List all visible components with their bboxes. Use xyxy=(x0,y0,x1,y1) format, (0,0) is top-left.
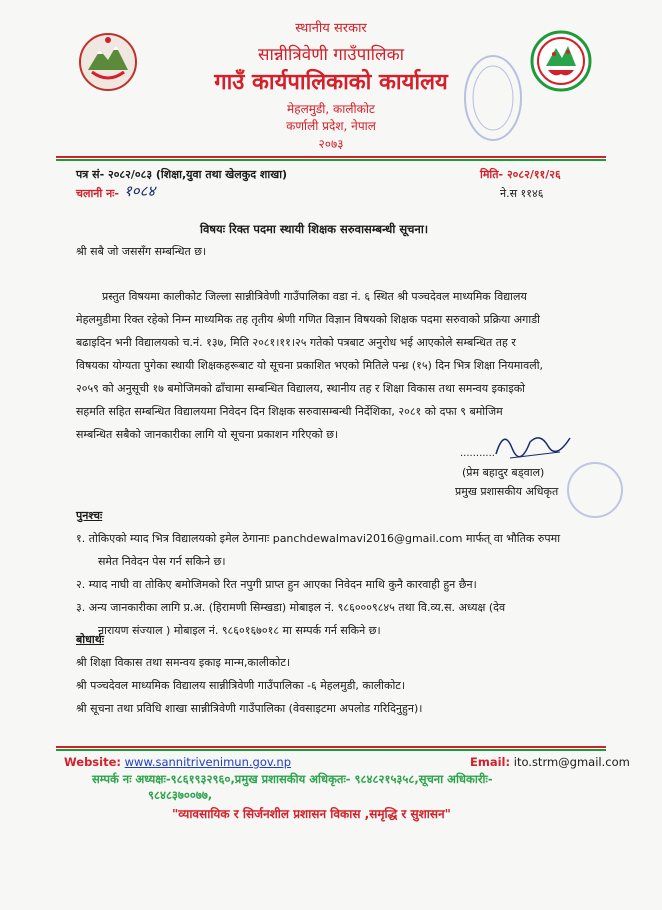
website-label: Website: xyxy=(64,755,121,769)
postscript-item: १. तोकिएको म्याद भित्र विद्यालयको इमेल ठेगानाः panchdewalmavi2016@gmail.com मार्फत् वा भौतिक रुपमा xyxy=(76,532,561,545)
footer-rule-red xyxy=(56,746,606,748)
footer-website xyxy=(64,755,291,769)
email-link[interactable]: ito.strm@gmail.com xyxy=(513,755,630,769)
header-address-1: मेहलमुडी, कालीकोट xyxy=(287,102,375,116)
cc-item: श्री शिक्षा विकास तथा समन्वय इकाइ मान्म,कालीकोट। xyxy=(76,656,291,669)
body-line: सहमति सहित सम्बन्धित विद्यालयमा निवेदन दिन शिक्षक सरुवासम्बन्धी निर्देशिका, २०८१ को दफा ९ बमोजिम xyxy=(76,405,503,418)
header-rule-green xyxy=(56,159,606,161)
patra-sankhya: पत्र सं- २०८२/०८३ (शिक्षा,युवा तथा खेलकुद शाखा) xyxy=(76,168,288,181)
postscript-item: २. म्याद नाघी वा तोकिए बमोजिमको रित नपुगी प्राप्त हुन आएका निवेदन माथि कुनै कारवाही हुन छैन। xyxy=(76,578,477,591)
office-seal-stamp xyxy=(462,52,524,144)
body-line: मेहलमुडीमा रिक्त रहेको निम्न माध्यमिक तह तृतीय श्रेणी गणित विज्ञान विषयको शिक्षक पदमा सरुवाको प्रक्रिया अगाडी xyxy=(76,313,540,326)
salutation: श्री सबै जो जससँग सम्बन्धित छ। xyxy=(76,245,207,258)
footer-contact-1: सम्पर्क नः अध्यक्षः-९८६१९३२९६०,प्रमुख प्रशासकीय अधिकृतः- ९८४८२१५३५८,सूचना अधिकारीः- xyxy=(92,772,493,786)
postscript-item: नारायण संज्याल ) मोबाइल नं. ९८६०१६७०१८ मा सम्पर्क गर्न सकिने छ। xyxy=(98,624,381,637)
cc-list xyxy=(76,651,422,720)
footer-email xyxy=(470,755,630,769)
chalani-value: १०८४ xyxy=(124,182,156,200)
body-line: २०५९ को अनुसूची १७ बमोजिमको ढाँचामा सम्बन्धित विद्यालय, स्थानीय तह र शिक्षा विकास तथा समन्वय इकाइको xyxy=(76,382,526,395)
signatory-stamp xyxy=(565,460,625,520)
postscript-list xyxy=(76,527,560,642)
body-line: विषयका योग्यता पुगेका स्थायी शिक्षकहरूबाट यो सूचना प्रकाशित भएको मितिले पन्ध्र (१५) दिन भित्र शिक्षा नियमावली, xyxy=(76,359,544,372)
cc-item: श्री पञ्चदेवल माध्यमिक विद्यालय सान्नीत्रिवेणी गाउँपालिका -६ मेहलमुडी, कालीकोट। xyxy=(76,679,406,692)
subject: विषयः रिक्त पदमा स्थायी शिक्षक सरुवासम्बन्धी सूचना। xyxy=(200,222,429,236)
signatory-name: (प्रेम बहादुर बड्वाल) xyxy=(462,466,545,479)
header-municipality: सान्नीत्रिवेणी गाउँपालिका xyxy=(257,45,405,65)
header-rule-red xyxy=(56,156,606,158)
body-line: प्रस्तुत विषयमा कालीकोट जिल्ला सान्नीत्रिवेणी गाउँपालिका वडा नं. ६ स्थित श्री पञ्चदेवल माध्यमिक विद्यालय xyxy=(102,290,527,303)
date: मिति- २०८२/११/२६ xyxy=(480,168,561,181)
website-link[interactable]: www.sannitrivenimun.gov.np xyxy=(124,755,292,769)
header-govt: स्थानीय सरकार xyxy=(295,21,367,36)
signature-scribble xyxy=(490,424,580,464)
email-label: Email: xyxy=(470,755,511,769)
body-paragraph xyxy=(76,285,636,446)
cc-heading: बोधार्थः xyxy=(76,633,104,646)
postscript-item: ३. अन्य जानकारीका लागि प्र.अ. (हिरामणी सिम्खडा) मोबाइल नं. ९८६०००९८४५ तथा वि.व्य.स. अध्यक्ष (देव xyxy=(76,601,506,614)
header-year: २०७३ xyxy=(318,137,344,151)
footer-contact-2: ९८४८३७००७७, xyxy=(148,788,213,802)
body-line: सम्बन्धित सबैको जानकारीका लागि यो सूचना प्रकाशन गरिएको छ। xyxy=(76,428,339,441)
cc-item: श्री सूचना तथा प्रविधि शाखा सान्नीत्रिवेणी गाउँपालिका (वेवसाइटमा अपलोड गरिदिनुहुन)। xyxy=(76,702,423,715)
chalani-label: चलानी नः- xyxy=(76,187,119,200)
postscript-item: समेत निवेदन पेस गर्न सकिने छ। xyxy=(98,555,226,568)
nepal-sambat: ने.स ११४६ xyxy=(500,187,544,200)
header-office: गाउँ कार्यपालिकाको कार्यालय xyxy=(214,70,448,95)
signatory-title: प्रमुख प्रशासकीय अधिकृत xyxy=(455,485,559,498)
footer-slogan: "व्यावसायिक र सिर्जनशील प्रशासन विकास ,समृद्धि र सुशासन" xyxy=(172,807,451,821)
header-address-2: कर्णाली प्रदेश, नेपाल xyxy=(286,119,376,133)
signature-dots: ........... xyxy=(460,448,495,459)
postscript-heading: पुनश्चः xyxy=(76,509,103,522)
body-line: बढाइदिन भनी विद्यालयको च.नं. १३७, मिति २०८१।११।२५ गतेको पत्रबाट अनुरोध भई आएकोले सम्बन्धित तह र xyxy=(76,336,516,349)
footer-rule-green xyxy=(56,749,606,751)
